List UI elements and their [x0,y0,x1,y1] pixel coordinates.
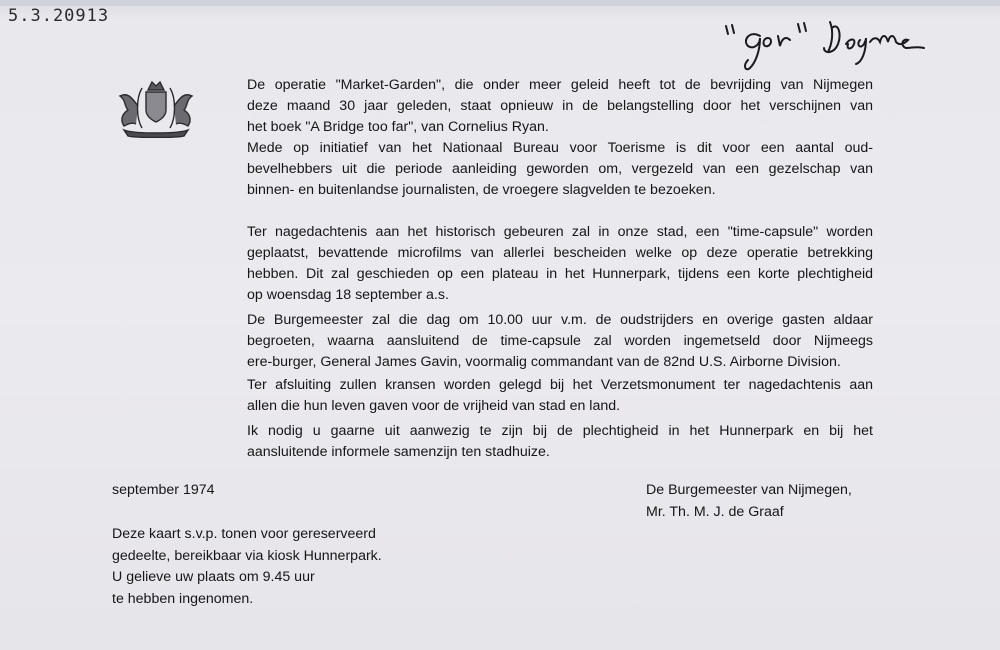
instruction-line: te hebben ingenomen. [112,590,254,607]
text-line: allen die hun leven gaven voor de vrijheid van stad en land. [247,398,621,414]
signatory-name: Mr. Th. M. J. de Graaf [646,503,784,520]
text-line: Ik nodig u gaarne uit aanwezig te zijn bij de plechtigheid in het Hunnerpark en bij het [247,423,873,439]
text-line: De operatie "Market-Garden", die onder meer geleid heeft tot de bevrijding van Nijmegen [247,77,873,93]
paragraph-time-capsule [247,222,873,306]
handwritten-note [720,14,970,74]
instructions-block [112,524,382,610]
text-line: geplaatst, bevattende microfilms van allerlei bescheiden welke op deze operatie betrekking [247,245,873,261]
text-line: binnen- en buitenlandse journalisten, de vroegere slagvelden te bezoeken. [247,182,716,198]
paragraph-initiative [247,138,873,201]
signature-block [646,480,852,523]
card-top-edge [0,0,1000,6]
archive-number: 5.3.20913 [8,6,110,26]
text-line: begroeten, waarna aansluitend de time-capsule zal worden ingemetseld door Nijmeegs [247,333,873,349]
instruction-line: U gelieve uw plaats om 9.45 uur [112,569,315,585]
paragraph-invitation [247,421,873,463]
text-line: Mede op initiatief van het Nationaal Bureau voor Toerisme is dit voor een aantal oud- [247,140,873,156]
instruction-line: Deze kaart s.v.p. tonen voor gereserveerd [112,526,376,542]
text-line: De Burgemeester zal die dag om 10.00 uur v.m. de oudstrijders en overige gasten aldaar [247,312,873,328]
text-line: Ter nagedachtenis aan het historisch gebeuren zal in onze stad, een "time-capsule" worden [247,224,873,240]
signatory-title: De Burgemeester van Nijmegen, [646,482,852,498]
text-line: het boek "A Bridge too far", van Cornelius Ryan. [247,119,549,135]
paragraph-wreaths [247,375,873,417]
paragraph-burgemeester [247,310,873,373]
instruction-line: gedeelte, bereikbaar via kiosk Hunnerpark. [112,547,382,564]
text-line: Ter afsluiting zullen kransen worden gelegd bij het Verzetsmonument ter nagedachtenis aan [247,377,873,393]
text-line: bevelhebbers uit die periode aanleiding geworden om, vergezeld van een gezelschap van [247,161,873,177]
text-line: ere-burger, General James Gavin, voormalig commandant van de 82nd U.S. Airborne Division. [247,354,841,370]
coat-of-arms-icon [114,76,198,138]
paragraph-intro [247,75,873,138]
date: september 1974 [112,482,215,498]
text-line: hebben. Dit zal geschieden op een plateau in het Hunnerpark, tijdens een korte plechtigheid [247,266,873,282]
text-line: op woensdag 18 september a.s. [247,287,449,303]
text-line: aansluitende informele samenzijn ten stadhuize. [247,444,550,460]
text-line: deze maand 30 jaar geleden, staat opnieuw in de belangstelling door het verschijnen van [247,98,873,114]
